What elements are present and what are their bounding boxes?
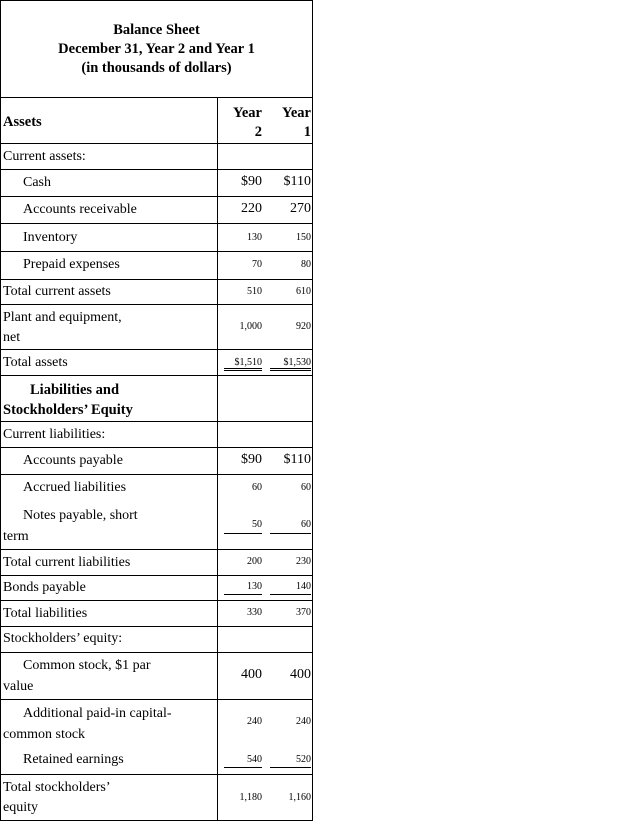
total-liabilities-year1: 370 xyxy=(296,607,311,618)
accrued-liabilities-year1: 60 xyxy=(301,482,311,493)
row-current-assets-values xyxy=(217,143,313,170)
bonds-payable-year1-underline xyxy=(270,594,311,595)
notes-payable-label-line1: Notes payable, short xyxy=(23,508,138,523)
notes-payable-year1-underline xyxy=(270,533,311,534)
row-liabilities-heading-values xyxy=(217,375,313,422)
total-equity-label-line2: equity xyxy=(3,800,38,815)
total-equity-label-line1: Total stockholders’ xyxy=(3,780,111,795)
prepaid-expenses-year1: 80 xyxy=(301,259,311,270)
accounts-payable-label: Accounts payable xyxy=(23,453,123,468)
plant-equipment-label-line1: Plant and equipment, xyxy=(3,310,122,325)
row-stockholders-equity-values xyxy=(217,626,313,653)
common-stock-label-line2: value xyxy=(3,679,34,694)
notes-payable-year1: 60 xyxy=(301,519,311,530)
inventory-year2: 130 xyxy=(247,232,262,243)
notes-payable-label-line2: term xyxy=(3,529,29,544)
stockholders-equity-label: Stockholders’ equity: xyxy=(3,631,123,646)
retained-earnings-year1-underline xyxy=(270,767,311,768)
assets-heading: Assets xyxy=(3,114,42,130)
inventory-label: Inventory xyxy=(23,230,78,245)
cash-year1: $110 xyxy=(283,174,311,189)
liabilities-heading-line1: Liabilities and xyxy=(30,382,120,398)
plant-equipment-label-line2: net xyxy=(3,330,21,345)
apic-label-line2: common stock xyxy=(3,727,86,742)
accounts-payable-year2: $90 xyxy=(241,452,262,467)
row-current-liabilities-values xyxy=(217,421,313,448)
total-current-assets-label: Total current assets xyxy=(3,284,111,299)
accrued-liabilities-year2: 60 xyxy=(252,482,262,493)
retained-earnings-label: Retained earnings xyxy=(23,752,124,767)
bonds-payable-year2: 130 xyxy=(247,581,262,592)
apic-label-line1: Additional paid-in capital- xyxy=(23,706,172,721)
total-current-liabilities-year2: 200 xyxy=(247,556,262,567)
total-assets-year2: $1,510 xyxy=(234,357,262,368)
plant-equipment-year1: 920 xyxy=(296,321,311,332)
prepaid-expenses-year2: 70 xyxy=(252,259,262,270)
plant-equipment-year2: 1,000 xyxy=(239,321,262,332)
total-assets-year1-double-underline-b xyxy=(270,370,311,371)
notes-payable-year2-underline xyxy=(224,533,262,534)
current-assets-label: Current assets: xyxy=(3,149,86,164)
accrued-liabilities-label: Accrued liabilities xyxy=(23,480,127,495)
notes-payable-year2: 50 xyxy=(252,519,262,530)
total-current-assets-year2: 510 xyxy=(247,286,262,297)
total-current-assets-year1: 610 xyxy=(296,286,311,297)
apic-year1: 240 xyxy=(296,716,311,727)
inventory-year1: 150 xyxy=(296,232,311,243)
bonds-payable-label: Bonds payable xyxy=(3,580,86,595)
total-assets-year1-double-underline-a xyxy=(270,368,311,369)
total-assets-label: Total assets xyxy=(3,355,68,370)
total-current-liabilities-year1: 230 xyxy=(296,556,311,567)
sheet-date: December 31, Year 2 and Year 1 xyxy=(58,41,255,57)
sheet-title: Balance Sheet xyxy=(113,22,200,38)
retained-earnings-year1: 520 xyxy=(296,754,311,765)
total-assets-year2-double-underline-b xyxy=(224,370,262,371)
bonds-payable-year1: 140 xyxy=(296,581,311,592)
year1-heading-line1: Year xyxy=(282,105,311,121)
total-assets-year2-double-underline-a xyxy=(224,368,262,369)
prepaid-expenses-label: Prepaid expenses xyxy=(23,257,120,272)
accounts-receivable-year1: 270 xyxy=(290,201,311,216)
total-liabilities-label: Total liabilities xyxy=(3,606,88,621)
year2-heading-line1: Year xyxy=(233,105,262,121)
retained-earnings-year2-underline xyxy=(224,767,262,768)
total-equity-year2: 1,180 xyxy=(239,792,262,803)
year2-heading-line2: 2 xyxy=(254,124,262,140)
accounts-receivable-year2: 220 xyxy=(241,201,262,216)
bonds-payable-year2-underline xyxy=(224,594,262,595)
total-assets-year1: $1,530 xyxy=(283,357,311,368)
total-current-liabilities-label: Total current liabilities xyxy=(3,555,131,570)
cash-label: Cash xyxy=(23,175,51,190)
common-stock-year1: 400 xyxy=(290,667,311,682)
common-stock-year2: 400 xyxy=(241,667,262,682)
current-liabilities-label: Current liabilities: xyxy=(3,427,106,442)
liabilities-heading-line2: Stockholders’ Equity xyxy=(3,402,133,418)
cash-year2: $90 xyxy=(241,174,262,189)
total-equity-year1: 1,160 xyxy=(288,792,311,803)
accounts-receivable-label: Accounts receivable xyxy=(23,202,137,217)
apic-year2: 240 xyxy=(247,716,262,727)
year1-heading-line2: 1 xyxy=(303,124,311,140)
accounts-payable-year1: $110 xyxy=(283,452,311,467)
retained-earnings-year2: 540 xyxy=(247,754,262,765)
common-stock-label-line1: Common stock, $1 par xyxy=(23,658,151,673)
total-liabilities-year2: 330 xyxy=(247,607,262,618)
sheet-units: (in thousands of dollars) xyxy=(81,60,232,76)
